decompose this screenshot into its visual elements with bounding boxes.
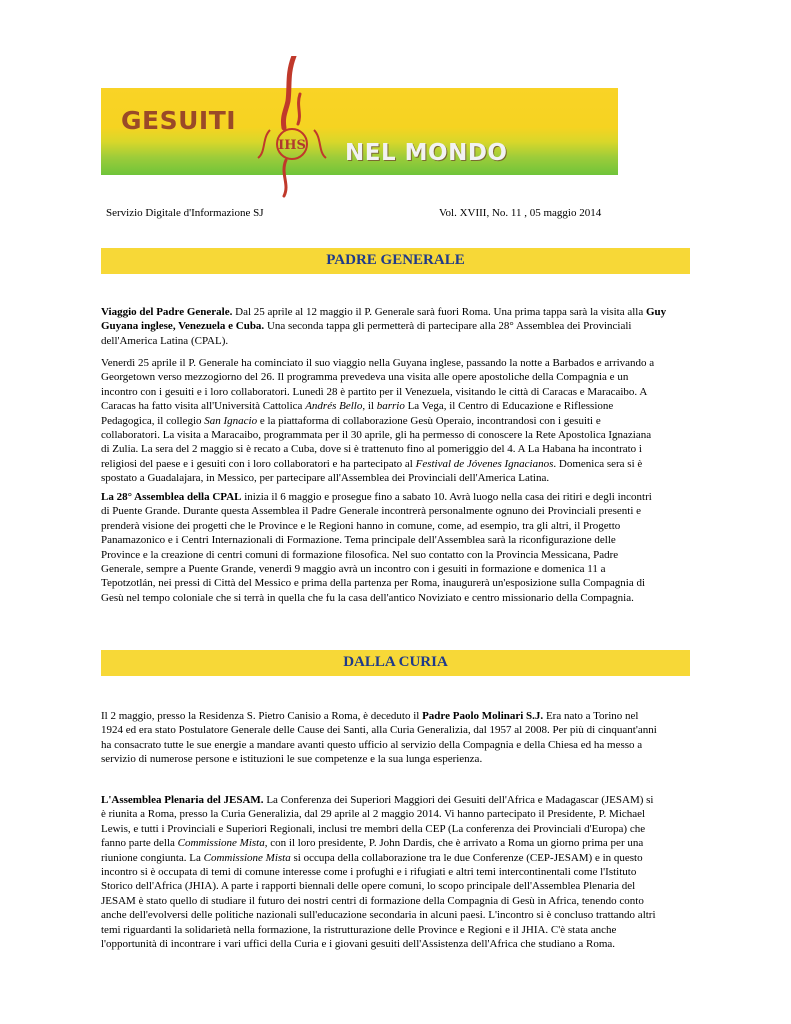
text-run: servizio di numerose persone e istituzioni le sue competenze e la sua lunga esperienza. bbox=[101, 753, 483, 766]
text-line bbox=[101, 851, 701, 865]
text-line bbox=[101, 428, 701, 442]
text-line bbox=[101, 807, 701, 821]
text-run: riunione congiunta. La bbox=[101, 851, 204, 864]
text-run: . Domenica sera si è bbox=[553, 457, 643, 470]
paragraph-molinari bbox=[101, 709, 701, 767]
section-title: DALLA CURIA bbox=[343, 654, 448, 670]
text-line bbox=[101, 519, 701, 533]
text-run: si occupa della collaborazione tra le due Conferenze (CEP-JESAM) e in questo bbox=[290, 851, 643, 864]
text-line bbox=[101, 471, 701, 485]
text-run: 1924 ed era stato Postulatore Generale delle Cause dei Santi, alla Curia Generalizia, dal 1957 al 2008. Per più di cinquant'anni bbox=[101, 724, 657, 737]
text-line bbox=[101, 356, 701, 370]
text-run: Dal 25 aprile al 12 maggio il P. Generale sarà fuori Roma. Una prima tappa sarà la visita alla bbox=[232, 306, 646, 318]
text-line bbox=[101, 836, 701, 850]
svg-text:IHS: IHS bbox=[278, 138, 306, 153]
volume-label: Vol. XVIII, No. 11 , 05 maggio 2014 bbox=[439, 207, 602, 219]
bold-text: L'Assemblea Plenaria del JESAM. bbox=[101, 794, 264, 806]
text-run: temi riguardanti la solidarietà nella formazione, la ristrutturazione delle Province e Regioni e il JHIA. C'è stata anche bbox=[101, 923, 617, 936]
text-run: Lewis, e tutti i Provinciali e Superiori Regionali, inclusi tre membri della CEP (La conferenza dei Provinciali d'Europa) che bbox=[101, 822, 646, 835]
text-line bbox=[101, 490, 701, 504]
text-run: La Vega, il Centro di Educazione e Riflessione bbox=[404, 400, 614, 413]
text-line bbox=[101, 923, 701, 937]
text-run: Pedagogica, il collegio bbox=[101, 414, 205, 427]
ihs-flame-emblem-icon bbox=[232, 56, 332, 201]
text-run: La Conferenza dei Superiori Maggiori dei Gesuiti dell'Africa e Madagascar (JESAM) si bbox=[263, 794, 654, 806]
section-band-dalla-curia bbox=[101, 650, 690, 676]
text-line bbox=[101, 305, 701, 319]
italic-text: Commissione Mista bbox=[203, 851, 291, 864]
text-line bbox=[101, 822, 701, 836]
text-line bbox=[101, 334, 701, 348]
text-run: Caracas ha fatto visita all'Università Cattolica bbox=[101, 400, 306, 413]
text-run: Storico dell'Africa (JHIA). A parte i rapporti biennali delle opere comuni, lo scopo principale dell'Assemblea Plenaria del bbox=[101, 880, 636, 893]
text-run: l'opportunità di incontrare i vari uffici della Curia e i giovani gesuiti dell'Assistenza dell'Africa che studiano a Roma. bbox=[101, 938, 616, 951]
text-run: di Zulia. La sera del 2 maggio si è recato a Cuba, dove si è trattenuto fino al pomeriggio del 4. A La Habana ha incontrato i bbox=[101, 443, 642, 456]
text-line bbox=[101, 385, 701, 399]
text-line bbox=[101, 738, 701, 752]
text-line bbox=[101, 504, 701, 518]
text-run: è riunita a Roma, presso la Curia Generalizia, dal 29 aprile al 2 maggio 2014. Vi hanno partecipato il Presidente, P. Michael bbox=[101, 808, 646, 821]
text-run: anche dell'evolversi delle politiche nazionali sull'educazione secondaria in alcuni paesi. L'incontro si è concluso trattando altri bbox=[101, 909, 656, 922]
text-run: Venerdì 25 aprile il P. Generale ha cominciato il suo viaggio nella Guyana inglese, passando la notte a Barbados e arrivando a bbox=[101, 357, 655, 369]
text-line bbox=[101, 793, 701, 807]
text-run: religiosi del paese e i gesuiti con i loro collaboratori e ha partecipato al bbox=[101, 457, 416, 470]
text-run: di Puente Grande. Durante questa Assemblea il Padre Generale incontrerà personalmente ognuno dei Provinciali presenti e bbox=[101, 505, 642, 518]
italic-text: San Ignacio bbox=[204, 414, 258, 427]
text-run: prenderà visione dei progetti che le Province e le Regioni hanno in comune, come, ad esempio, tra gli altri, il Progetto bbox=[101, 519, 621, 532]
text-run: , con il loro presidente, P. John Dardis, che è arrivato a Roma un giorno prima per una bbox=[264, 837, 644, 850]
bold-text: La 28° Assemblea della CPAL bbox=[101, 491, 242, 503]
text-run: spostato a Guadalajara, in Messico, per partecipare all'Assemblea dei Provinciali dell'America Latina. bbox=[101, 472, 550, 485]
section-title: PADRE GENERALE bbox=[326, 252, 465, 268]
text-line bbox=[101, 709, 701, 723]
text-run: dell'America Latina (CPAL). bbox=[101, 334, 229, 347]
italic-text: Festival de Jóvenes Ignacianos bbox=[415, 457, 554, 470]
text-line bbox=[101, 937, 701, 951]
text-line bbox=[101, 908, 701, 922]
text-run: Generale, sempre a Puente Grande, venerdì 9 maggio avrà un incontro con i gesuiti in formazione e domenica 11 a bbox=[101, 563, 606, 576]
text-line bbox=[101, 319, 701, 333]
text-run: fanno parte della bbox=[101, 837, 178, 850]
masthead-title-top: GESUITI bbox=[121, 106, 237, 135]
italic-text: Commissione Mista bbox=[177, 837, 265, 850]
bold-text: Viaggio del Padre Generale. bbox=[101, 306, 233, 318]
text-run: incontro si è occupata di temi di comune interesse come i profughi e i rifugiati e altri temi intercontinentali come l'Istituto bbox=[101, 866, 637, 879]
text-line bbox=[101, 457, 701, 471]
text-line bbox=[101, 562, 701, 576]
text-run: Una seconda tappa gli permetterà di partecipare alla 28° Assemblea dei Provinciali bbox=[264, 320, 632, 333]
text-line bbox=[101, 752, 701, 766]
italic-text: Andrés Bello bbox=[305, 400, 363, 413]
paragraph-venerdi bbox=[101, 356, 701, 486]
text-run: Georgetown verso mezzogiorno del 26. Il programma prevedeva una visita alle opere apostoliche della Compagnia e un bbox=[101, 371, 629, 384]
paragraph-viaggio bbox=[101, 305, 701, 348]
text-run: Province e la creazione di centri comuni di formazione filosofica. Nel suo contatto con la Provincia Messicana, Padre bbox=[101, 548, 619, 561]
masthead-title-bottom: NEL MONDO bbox=[345, 140, 508, 166]
text-line bbox=[101, 414, 701, 428]
text-run: , il bbox=[362, 400, 377, 413]
text-run: JESAM è stato quello di studiare il futuro dei nostri centri di formazione della Compagnia di Gesù in Africa, tenendo conto bbox=[101, 894, 644, 907]
text-line bbox=[101, 879, 701, 893]
bold-text: Padre Paolo Molinari S.J. bbox=[422, 710, 544, 722]
italic-text: barrio bbox=[376, 400, 405, 413]
text-line bbox=[101, 723, 701, 737]
text-line bbox=[101, 865, 701, 879]
paragraph-jesam bbox=[101, 793, 701, 951]
text-line bbox=[101, 399, 701, 413]
text-run: Tepotzotlán, nei pressi di Città del Messico e prima della partenza per Roma, inaugurerà un'esposizione sulla Compagnia di bbox=[101, 577, 646, 590]
text-run: inizia il 6 maggio e prosegue fino a sabato 10. Avrà luogo nella casa dei ritiri e degli incontri bbox=[241, 491, 652, 503]
text-run: e la piattaforma di collaborazione Gesù Operaio, incontrandosi con i gesuiti e bbox=[257, 414, 601, 427]
text-run: ha consacrato tutte le sue energie a mandare avanti questo ufficio al servizio della Compagnia e della Chiesa ed ha messo a bbox=[101, 738, 643, 751]
text-line bbox=[101, 370, 701, 384]
text-line bbox=[101, 533, 701, 547]
text-line bbox=[101, 442, 701, 456]
text-line bbox=[101, 548, 701, 562]
text-run: Era nato a Torino nel bbox=[543, 710, 639, 722]
text-line bbox=[101, 894, 701, 908]
bold-text: Guy bbox=[645, 306, 667, 318]
text-line bbox=[101, 576, 701, 590]
masthead-banner bbox=[101, 88, 618, 175]
text-run: incontro con i gesuiti e i loro collaboratori. Lunedì 28 è partito per il Venezuela, visitando le città di Caracas e Maracaibo. A bbox=[101, 385, 648, 398]
text-line bbox=[101, 591, 701, 605]
text-run: collaboratori. La visita a Maracaibo, programmata per il 30 aprile, gli ha permesso di conoscere la Rete Apostolica Ignaziana bbox=[101, 429, 652, 442]
text-run: Gesù nel tempo coloniale che si terrà in quella che fu la casa dell'antico Noviziato e centro missionario della Compagnia. bbox=[101, 591, 634, 604]
section-band-padre-generale bbox=[101, 248, 690, 274]
bold-text: Guyana inglese, Venezuela e Cuba. bbox=[101, 320, 265, 333]
service-label: Servizio Digitale d'Informazione SJ bbox=[106, 207, 264, 219]
text-run: Il 2 maggio, presso la Residenza S. Pietro Canisio a Roma, è deceduto il bbox=[101, 710, 423, 722]
text-run: Panamazonico e i Centri Internazionali di Formazione. Tema principale dell'Assemblea sarà la riconfigurazione delle bbox=[101, 534, 616, 547]
paragraph-assemblea-cpal bbox=[101, 490, 701, 605]
